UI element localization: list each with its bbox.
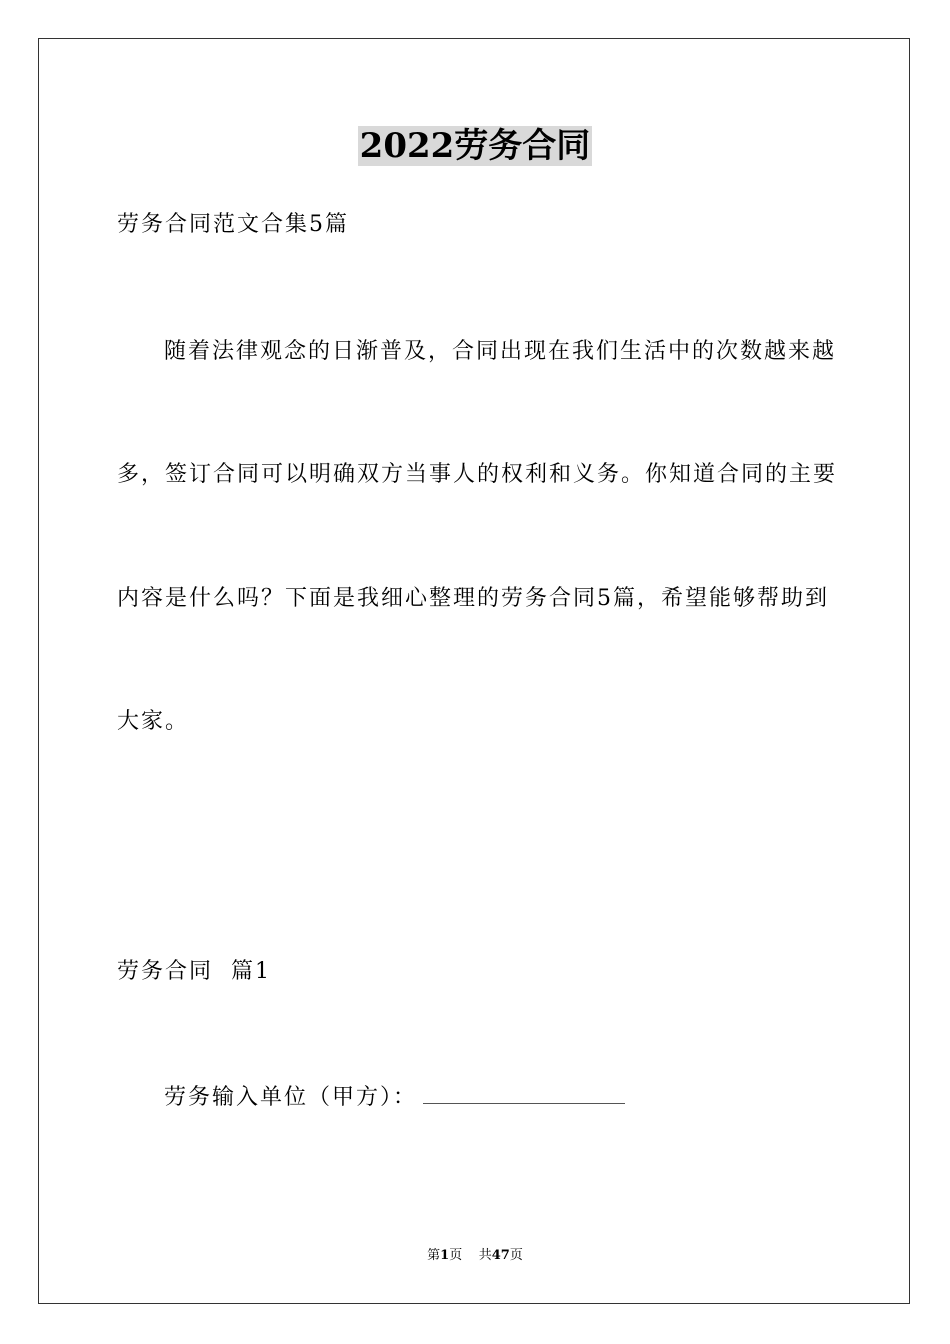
section-heading: 劳务合同 篇1: [117, 959, 271, 984]
party-a-label: 劳务输入单位（甲方）：: [164, 1085, 418, 1110]
subtitle: 劳务合同范文合集5篇: [117, 212, 349, 237]
document-title-text: 2022劳务合同: [359, 126, 591, 166]
intro-line-4: 大家。: [117, 709, 190, 734]
footer-suffix: 页: [509, 1248, 523, 1263]
party-a-field: [164, 1081, 625, 1113]
intro-line-3: 内容是什么吗？下面是我细心整理的劳务合同5篇，希望能够帮助到: [117, 586, 829, 611]
party-a-blank-line: [423, 1081, 625, 1104]
document-title: [0, 124, 950, 168]
page-footer: [0, 1246, 950, 1266]
footer-middle: 页 共: [449, 1248, 492, 1263]
footer-page-number: 1: [440, 1248, 450, 1263]
footer-total-pages: 47: [491, 1248, 510, 1263]
footer-prefix: 第: [427, 1248, 441, 1263]
intro-line-1: 随着法律观念的日渐普及，合同出现在我们生活中的次数越来越: [164, 339, 837, 364]
intro-line-2: 多，签订合同可以明确双方当事人的权利和义务。你知道合同的主要: [117, 462, 838, 487]
